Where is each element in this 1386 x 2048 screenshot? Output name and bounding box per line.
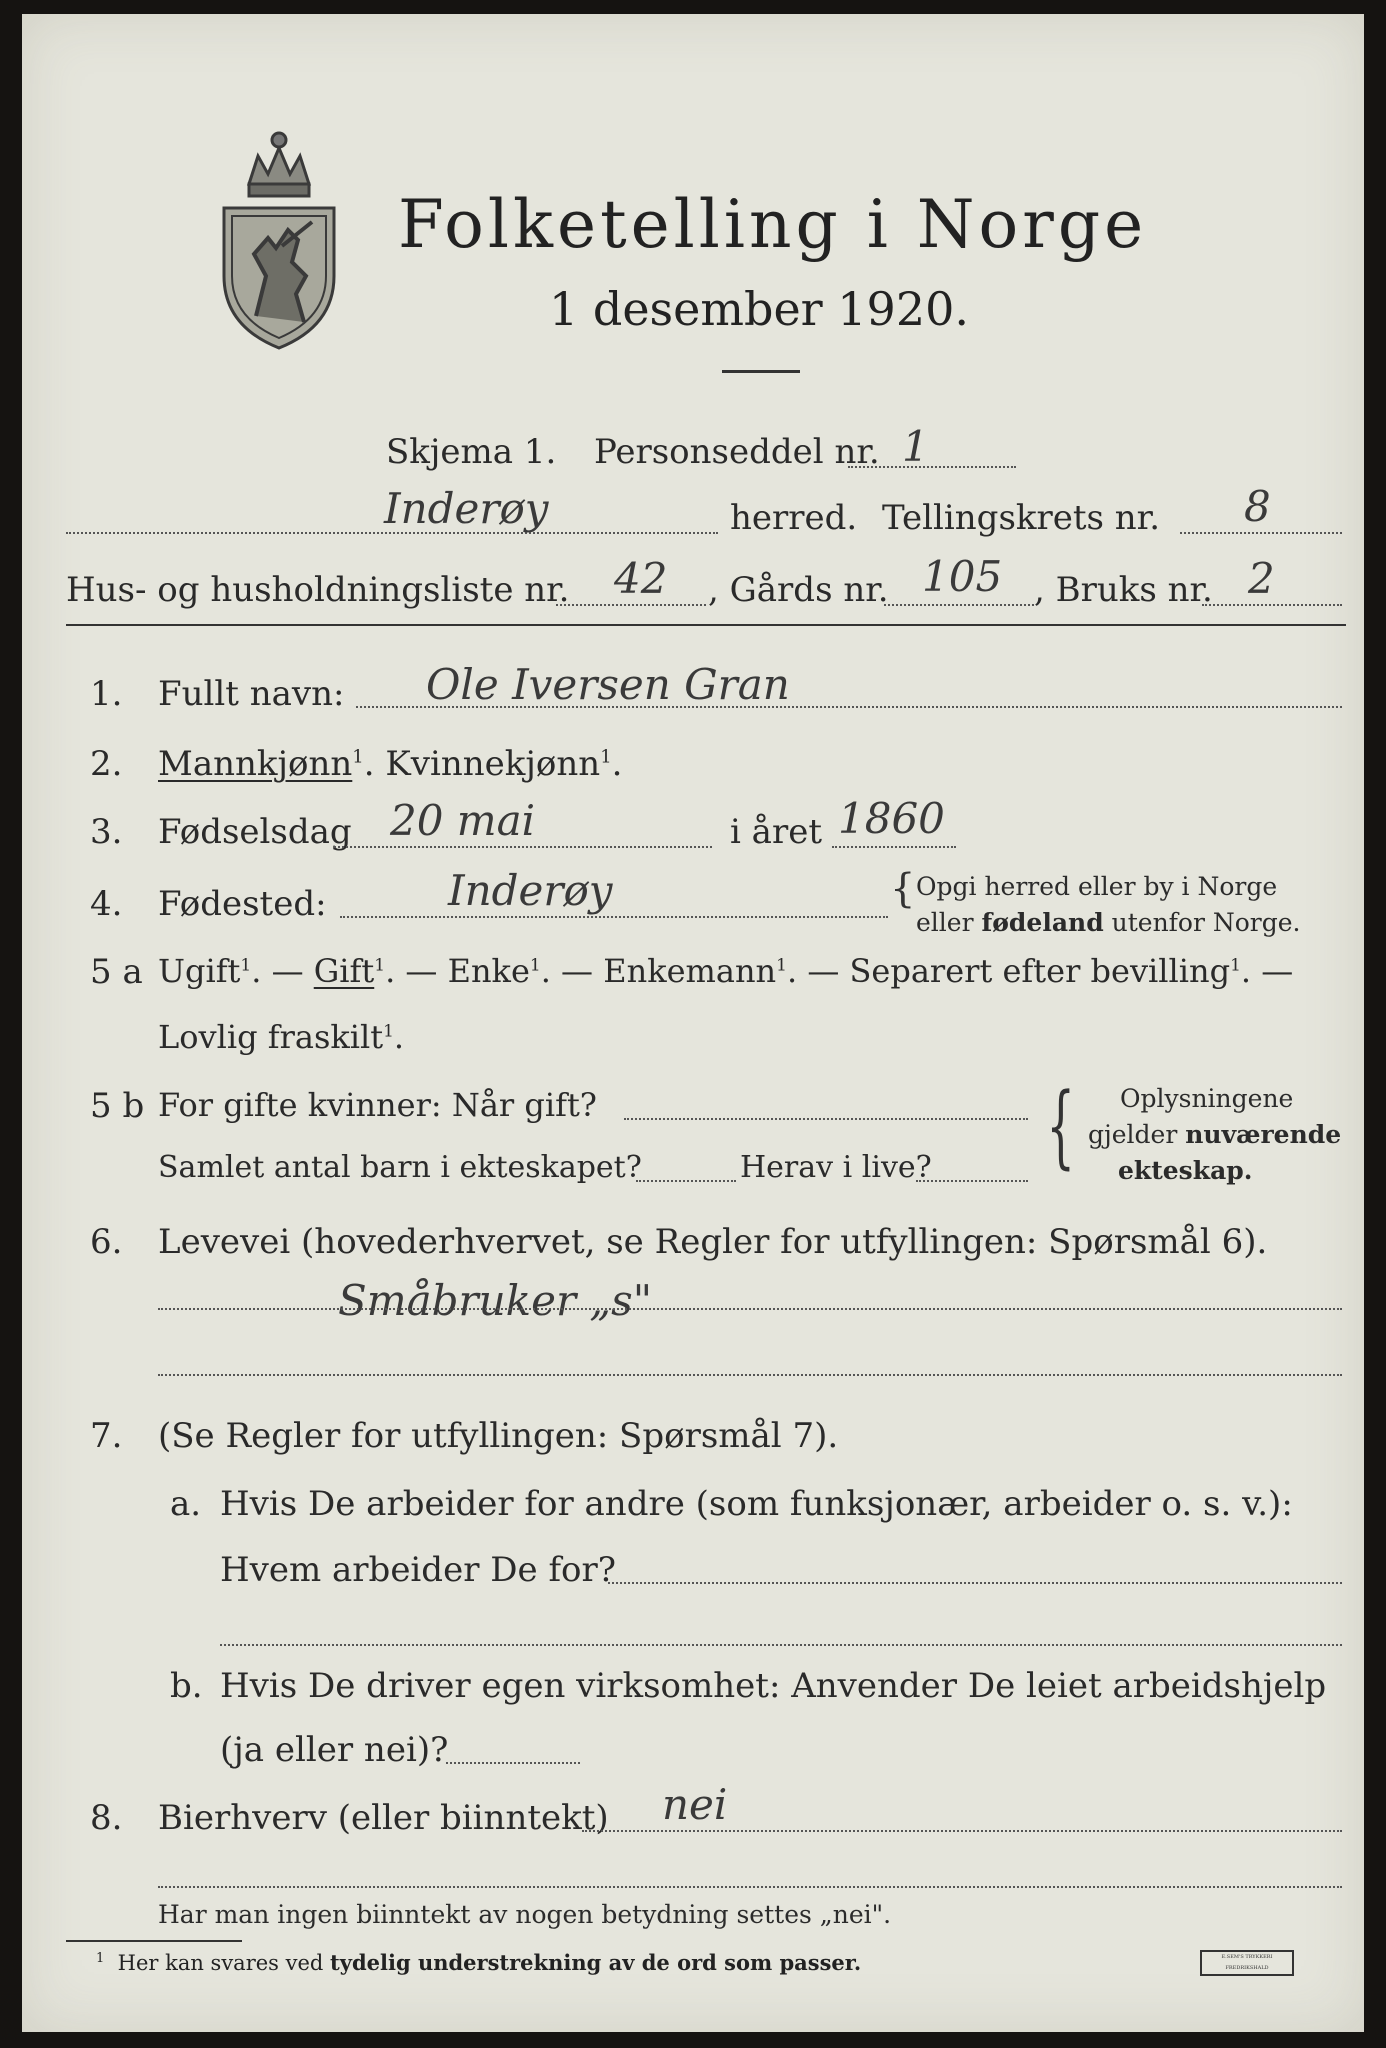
q5b-brace: {	[1046, 1074, 1075, 1179]
enke-option[interactable]: Enke	[447, 952, 530, 990]
marital-status-options: Ugift$^1$. — Gift$^1$. — Enke$^1$. — Enkemann$^1$. — Separert efter bevilling$^1$. —	[158, 952, 1294, 990]
q3-year-line	[832, 846, 956, 848]
form-title: Folketelling i Norge	[398, 186, 1148, 263]
printer-mark: E.SEM'S TRYKKERI FREDRIKSHALD	[1200, 1950, 1294, 1976]
husliste-label: Hus- og husholdningsliste nr.	[66, 570, 570, 610]
separert-option[interactable]: Separert efter bevilling	[849, 952, 1231, 990]
occupation-value[interactable]: Småbruker „s"	[338, 1276, 653, 1325]
q7b-line1: Hvis De driver egen virksomhet: Anvender De leiet arbeidshjelp	[220, 1666, 1327, 1706]
q6-number: 6.	[90, 1222, 123, 1262]
lovlig-fraskilt-option[interactable]: Lovlig fraskilt	[158, 1018, 384, 1056]
footnote-rule	[66, 1940, 242, 1942]
side-income-value[interactable]: nei	[662, 1780, 728, 1829]
q1-number: 1.	[90, 674, 123, 714]
q5b-line2a-dots	[636, 1180, 736, 1182]
title-divider	[722, 370, 800, 373]
herred-value[interactable]: Inderøy	[384, 484, 549, 533]
ugift-option[interactable]: Ugift	[158, 952, 241, 990]
q7a-line2: Hvem arbeider De for?	[220, 1550, 616, 1590]
q2-options: Mannkjønn$^1$. Kvinnekjønn$^1$.	[158, 744, 623, 784]
q7a-line3-dots	[220, 1644, 1342, 1646]
q5b-note2: gjelder nuværende	[1088, 1120, 1342, 1149]
bruks-label: , Bruks nr.	[1034, 570, 1213, 610]
personseddel-value[interactable]: 1	[902, 422, 929, 471]
census-date: 1 desember 1920.	[549, 282, 969, 336]
q8-label: Bierhverv (eller biinntekt)	[158, 1798, 609, 1838]
q4-brace: {	[890, 866, 916, 912]
q7b-number: b.	[170, 1666, 203, 1706]
biinntekt-note: Har man ingen biinntekt av nogen betydning settes „nei".	[158, 1900, 892, 1929]
q4-label: Fødested:	[158, 884, 327, 924]
q4-number: 4.	[90, 884, 123, 924]
herred-label: herred.	[730, 498, 858, 538]
q2-number: 2.	[90, 744, 123, 784]
skjema-label: Skjema 1.	[386, 432, 557, 472]
female-option[interactable]: Kvinnekjønn	[385, 744, 601, 784]
gards-value[interactable]: 105	[922, 552, 1003, 601]
tellingskrets-label: Tellingskrets nr.	[882, 498, 1161, 538]
q5b-number: 5 b	[90, 1086, 145, 1126]
birthday-value[interactable]: 20 mai	[390, 796, 536, 845]
q7b-line2: (ja eller nei)?	[220, 1730, 449, 1770]
q7b-line2-dots	[446, 1762, 580, 1764]
norway-coat-of-arms-icon	[216, 126, 342, 352]
tellingskrets-line	[1180, 532, 1342, 534]
q4-note-line1: Opgi herred eller by i Norge	[916, 872, 1278, 901]
q7-label: (Se Regler for utfyllingen: Spørsmål 7).	[158, 1416, 839, 1456]
gift-option[interactable]: Gift	[313, 952, 375, 990]
q7a-line2-dots	[608, 1582, 1342, 1584]
q3-label: Fødselsdag	[158, 812, 352, 852]
male-option[interactable]: Mannkjønn	[158, 744, 353, 784]
birthplace-value[interactable]: Inderøy	[448, 866, 613, 915]
q5a-number: 5 a	[90, 952, 143, 992]
gards-line	[884, 604, 1034, 606]
q5b-line1-dots	[624, 1118, 1028, 1120]
marital-status-options-2: Lovlig fraskilt$^1$.	[158, 1018, 405, 1056]
enkemann-option[interactable]: Enkemann	[603, 952, 777, 990]
husliste-line	[556, 604, 706, 606]
bruks-value[interactable]: 2	[1248, 554, 1275, 603]
q5b-note3: ekteskap.	[1118, 1156, 1253, 1185]
q4-line	[340, 916, 888, 918]
tellingskrets-value[interactable]: 8	[1244, 482, 1271, 531]
q5b-line2a: Samlet antal barn i ekteskapet?	[158, 1150, 642, 1185]
q3-number: 3.	[90, 812, 123, 852]
q8-line2	[158, 1886, 1342, 1888]
q3-day-line	[334, 846, 712, 848]
bruks-line	[1202, 604, 1342, 606]
q7a-number: a.	[170, 1484, 202, 1524]
q3-year-label: i året	[730, 812, 822, 852]
q6-line2	[158, 1374, 1342, 1376]
q1-label: Fullt navn:	[158, 674, 345, 714]
q6-label: Levevei (hovederhvervet, se Regler for utfyllingen: Spørsmål 6).	[158, 1222, 1268, 1262]
q5b-note1: Oplysningene	[1120, 1084, 1294, 1113]
q6-line1	[158, 1308, 1342, 1310]
q5b-line2b-dots	[916, 1180, 1028, 1182]
husliste-value[interactable]: 42	[614, 554, 668, 603]
census-form-sheet	[22, 14, 1364, 2032]
personseddel-label: Personseddel nr.	[594, 432, 880, 472]
q7-number: 7.	[90, 1416, 123, 1456]
q8-number: 8.	[90, 1798, 123, 1838]
footnote: $^1$ Her kan svares ved tydelig understrekning av de ord som passer.	[96, 1950, 862, 1975]
birth-year-value[interactable]: 1860	[838, 794, 945, 843]
gards-label: , Gårds nr.	[708, 570, 889, 610]
q7a-line1: Hvis De arbeider for andre (som funksjonær, arbeider o. s. v.):	[220, 1484, 1293, 1524]
full-name-value[interactable]: Ole Iversen Gran	[426, 660, 790, 709]
q5b-line1: For gifte kvinner: Når gift?	[158, 1086, 597, 1124]
q4-note-line2: eller fødeland utenfor Norge.	[916, 908, 1301, 937]
header-rule	[66, 624, 1346, 626]
q8-line	[582, 1830, 1342, 1832]
personseddel-line	[848, 466, 1016, 468]
q5b-line2b: Herav i live?	[740, 1150, 932, 1185]
